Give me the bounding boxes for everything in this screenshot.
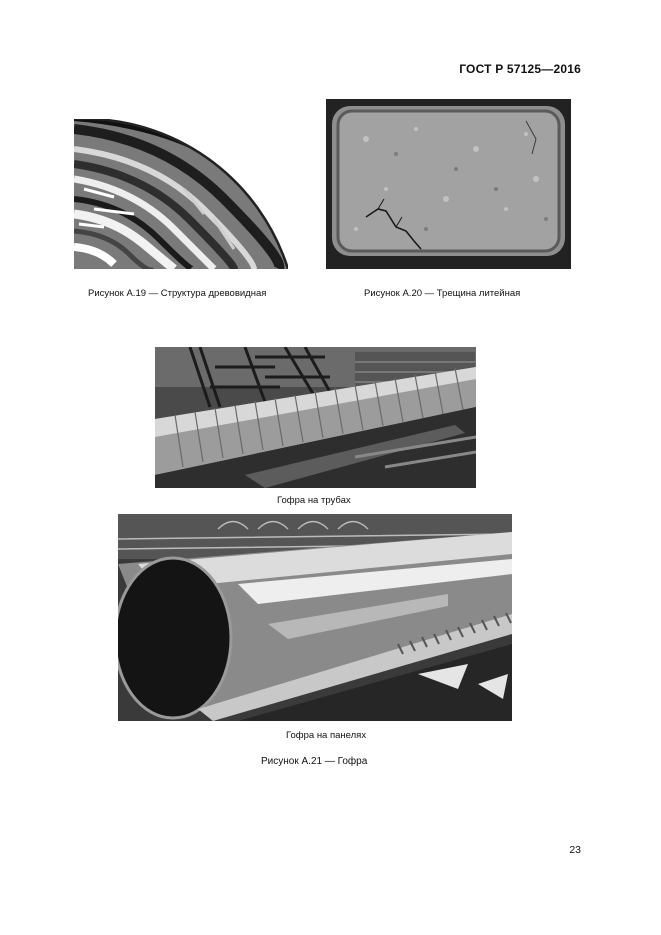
page-number: 23 (569, 844, 581, 856)
figure-a21-panels-image (118, 514, 512, 721)
figure-a19-caption: Рисунок А.19 — Структура древовидная (88, 288, 267, 299)
document-standard-header: ГОСТ Р 57125—2016 (459, 62, 581, 76)
figure-a20-caption: Рисунок А.20 — Трещина литейная (364, 288, 521, 299)
figure-a21-caption: Рисунок А.21 — Гофра (261, 756, 368, 767)
figure-a20-image (326, 99, 571, 269)
figure-a21-pipes-image (155, 347, 476, 488)
figure-a21-panels-caption: Гофра на панелях (286, 730, 367, 741)
figure-a19-image (74, 119, 288, 269)
figure-a21-pipes-caption: Гофра на трубах (277, 495, 351, 506)
